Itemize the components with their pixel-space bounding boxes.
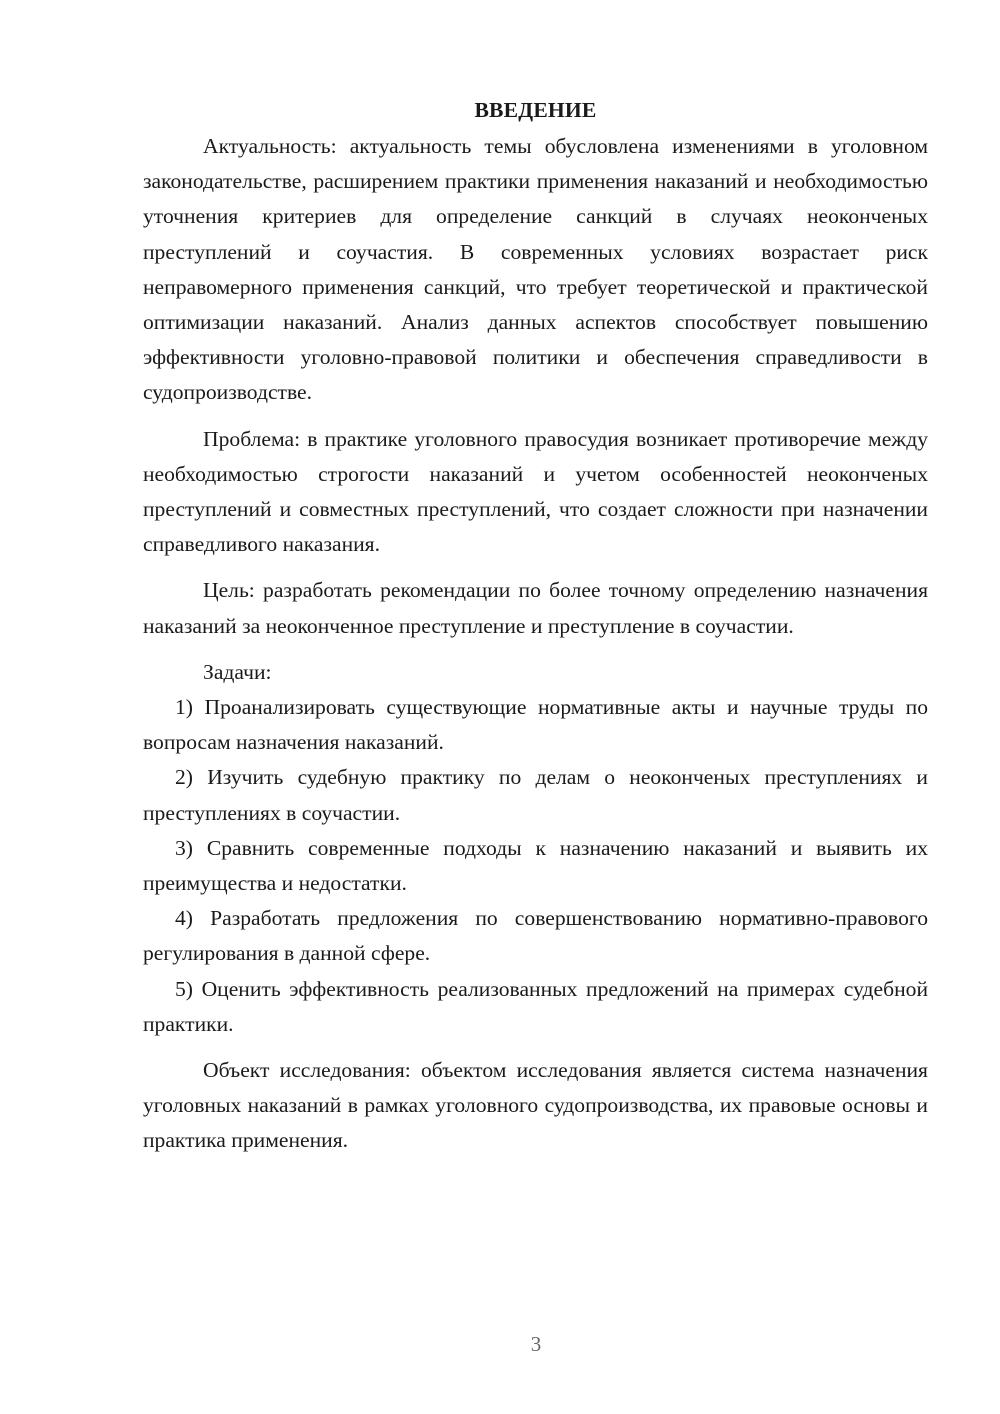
task-item-3: 3) Сравнить современные подходы к назначению наказаний и выявить их преимущества и недостатки. <box>143 835 928 896</box>
paragraph-problem: Проблема: в практике уголовного правосудия возникает противоречие между необходимостью строгости наказаний и учетом особенностей неоконченых преступлений и совместных преступлений, что создает сложности при назначении справедливого наказания. <box>143 426 928 557</box>
task-item-4: 4) Разработать предложения по совершенствованию нормативно-правового регулирования в данной сфере. <box>143 906 928 966</box>
paragraph-object: Объект исследования: объектом исследования является система назначения уголовных наказаний в рамках уголовного судопроизводства, их правовые основы и практика применения. <box>143 1058 928 1153</box>
tasks-heading: Задачи: <box>203 659 272 684</box>
paragraph-goal: Цель: разработать рекомендации по более точному определению назначения наказаний за неоконченное преступление и преступление в соучастии. <box>143 578 928 638</box>
task-item-2: 2) Изучить судебную практику по делам о неоконченых преступлениях и преступлениях в соучастии. <box>143 765 928 825</box>
page-number: 3 <box>530 1332 542 1356</box>
task-item-1: 1) Проанализировать существующие нормативные акты и научные труды по вопросам назначения наказаний. <box>143 695 928 755</box>
paragraph-relevance: Актуальность: актуальность темы обусловлена изменениями в уголовном законодательстве, расширением практики применения наказаний и необходимостью уточнения критериев для определение санкций в случаях неоконченых преступлений и соучастия. В современных условиях возрастает риск неправомерного применения санкций, что требует теоретической и практической оптимизации наказаний. Анализ данных аспектов способствует повышению эффективности уголовно-правовой политики и обеспечения справедливости в судопроизводстве. <box>143 134 928 405</box>
task-item-5: 5) Оценить эффективность реализованных предложений на примерах судебной практики. <box>143 976 928 1036</box>
section-title: ВВЕДЕНИЕ <box>474 98 597 122</box>
document-page <box>143 92 928 1159</box>
